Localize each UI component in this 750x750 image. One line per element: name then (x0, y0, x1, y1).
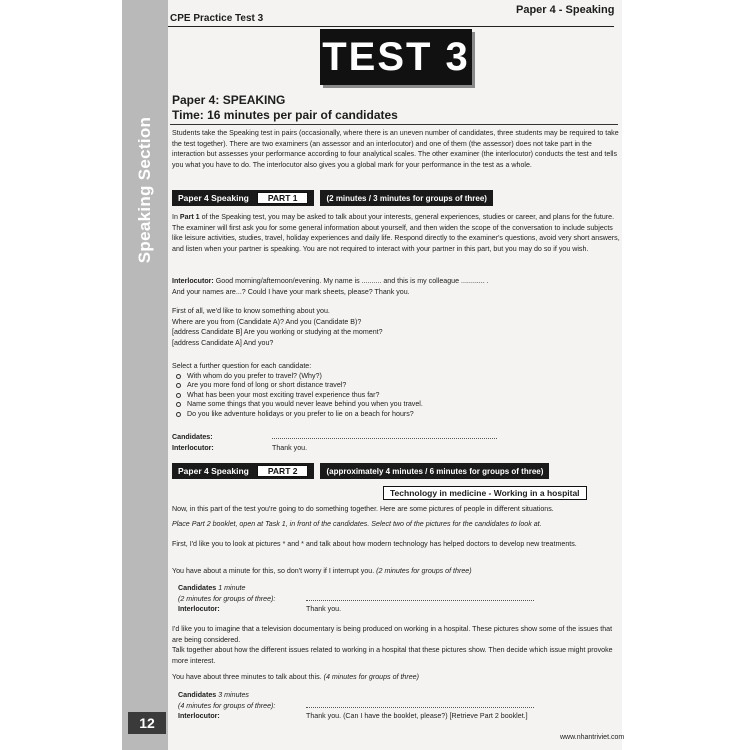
part1-bar (172, 190, 493, 206)
part1-paper-label: Paper 4 Speaking (178, 193, 249, 203)
part2-cand1-block: Candidates 1 minute (2 minutes for groups of three): Interlocutor: (178, 584, 276, 614)
header-paper-name: Paper 4 - Speaking (516, 4, 615, 16)
section-label: Speaking Section (135, 116, 154, 264)
page-number: 12 (128, 712, 166, 734)
header-test-name: CPE Practice Test 3 (170, 13, 264, 24)
further-question-intro: Select a further question for each candidate: (172, 362, 312, 370)
paper-title: Paper 4: SPEAKING (172, 93, 286, 107)
part2-bar (172, 463, 549, 479)
part2-cand2-dots (306, 701, 534, 712)
part2-cand2-block: Candidates 3 minutes (4 minutes for groups of three): Interlocutor: (178, 691, 276, 721)
list-item: Do you like adventure holidays or you prefer to lie on a beach for hours? (176, 410, 423, 419)
part1-interlocutor-block: Interlocutor: Good morning/afternoon/evening. My name is .......... and this is my colleague ............ . And your names are...? Could I have your mark sheets, please? Thank you. (172, 277, 489, 296)
part1-thank-you: Thank you. (272, 444, 308, 452)
time-line: Time: 16 minutes per pair of candidates (172, 108, 398, 122)
part2-intro: Now, in this part of the test you're going to do something together. Here are some pictures of people in different situations. (172, 505, 554, 513)
part1-candidates-label: Candidates: (172, 433, 213, 441)
part2-cand1-dots (306, 594, 534, 605)
part1-interlocutor-label: Interlocutor: (172, 444, 214, 452)
part2-label-block (172, 463, 314, 479)
further-questions-list (176, 372, 423, 419)
section-sidebar (122, 0, 168, 750)
header-rule (168, 26, 614, 27)
part2-paper-label: Paper 4 Speaking (178, 466, 249, 476)
part2-thank-you: Thank you. (306, 605, 342, 613)
part2-pill: PART 2 (257, 465, 309, 477)
part1-candidates-dots (272, 432, 497, 443)
part1-label-block (172, 190, 314, 206)
test-banner: TEST 3 (320, 29, 472, 85)
part2-topic: Technology in medicine - Working in a hospital (383, 486, 587, 500)
title-rule (170, 124, 618, 125)
list-item: What has been your most exciting travel experience thus far? (176, 391, 423, 400)
footer-url: www.nhantriviet.com (560, 734, 625, 741)
part2-final-thanks: Thank you. (Can I have the booklet, please?) [Retrieve Part 2 booklet.] (306, 712, 528, 720)
part2-task1: First, I'd like you to look at pictures * and * and talk about how modern technology has helped doctors to develop new treatments. (172, 540, 577, 548)
part2-task1-timing: You have about a minute for this, so don't worry if I interrupt you. (2 minutes for groups of three) (172, 567, 472, 575)
part1-description: In Part 1 of the Speaking test, you may be asked to talk about your interests, general experiences, studies or career, and plans for the future. The examiner will first ask you for some general information about yourself, and then widen the scope of the conversation to include subjects like leisure activities, studies, travel, holiday experiences and daily life. Respond directly to the examiner's questions, avoid very short answers, and listen when your partner is speaking. You are not required to interact with your partner in this part, but you may do so if you wish. (172, 213, 620, 253)
list-item: With whom do you prefer to travel? (Why?) (176, 372, 423, 381)
part2-task2-intro: I'd like you to imagine that a television documentary is being produced on working in a hospital. These pictures show some of the issues that are being considered. (172, 625, 613, 644)
intro-paragraph: Students take the Speaking test in pairs (occasionally, where there is an uneven number of candidates, three students may be required to take the test together). There are two examiners (an assessor and an interlocutor) and one of them (the assessor) does not take part in the interaction but assesses your performance according to four analytical scales. The other examiner (the interlocutor) conducts the test and tells you what you have to do. The interlocutor also gives you a global mark for your performance in the test as a whole. (172, 129, 619, 169)
part2-timing: (approximately 4 minutes / 6 minutes for groups of three) (320, 463, 549, 479)
list-item: Are you more fond of long or short distance travel? (176, 381, 423, 390)
part1-timing: (2 minutes / 3 minutes for groups of three) (320, 190, 492, 206)
part2-task2-timing: You have about three minutes to talk about this. (4 minutes for groups of three) (172, 673, 419, 681)
part2-instruction: Place Part 2 booklet, open at Task 1, in front of the candidates. Select two of the pictures for the candidates to look at. (172, 520, 542, 528)
list-item: Name some things that you would never leave behind you when you travel. (176, 400, 423, 409)
part1-questions: First of all, we'd like to know something about you. Where are you from (Candidate A)? And you (Candidate B)? [address Candidate B] Are you working or studying at the moment? [address Candidate A] And you? (172, 307, 383, 347)
part1-pill: PART 1 (257, 192, 309, 204)
part2-task2: Talk together about how the different issues related to working in a hospital that these pictures show. Then decide which issue might provoke more interest. (172, 646, 613, 665)
